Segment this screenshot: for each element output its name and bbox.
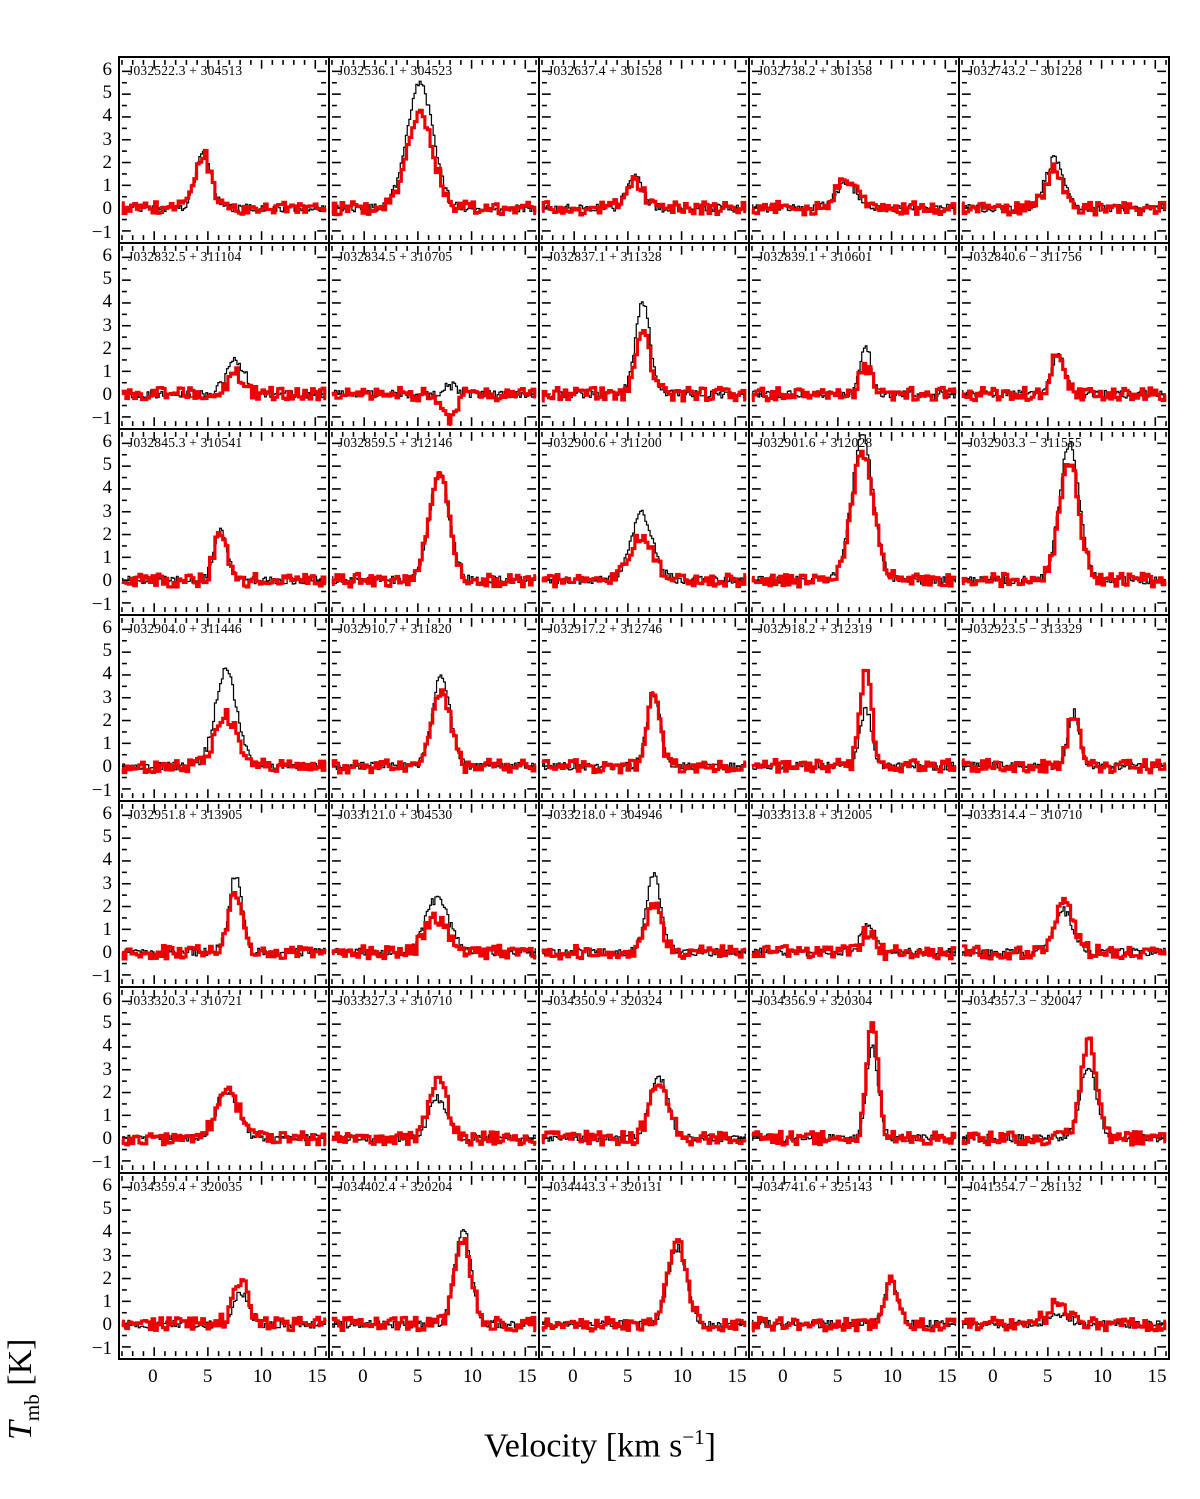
panel-title: J032923.5 − 313329 (968, 621, 1083, 636)
spectrum-panel (958, 1172, 1170, 1360)
y-tick-label: 6 (102, 616, 112, 638)
y-tick-label: 0 (102, 1314, 112, 1336)
panel-title: J033218.0 + 304946 (548, 807, 663, 822)
spectrum-panel (748, 56, 960, 244)
y-tick-label: 6 (102, 430, 112, 452)
spectrum-panel (748, 428, 960, 616)
x-tick-label: 0 (358, 1366, 368, 1387)
y-tick-labels (72, 242, 112, 430)
spectrum-panel (328, 242, 540, 430)
x-tick-label: 10 (882, 1366, 902, 1387)
spectrum-panel (328, 428, 540, 616)
x-tick-label: 5 (622, 1366, 633, 1387)
y-tick-labels (72, 1172, 112, 1360)
x-tick-label: 10 (672, 1366, 692, 1387)
panel-title: J032951.8 + 313905 (128, 807, 243, 822)
y-tick-label: −1 (91, 221, 112, 243)
panel-title: J034356.9 + 320304 (758, 993, 873, 1008)
y-tick-label: 0 (102, 570, 112, 592)
y-tick-label: −1 (91, 593, 112, 615)
y-tick-labels (72, 986, 112, 1174)
x-axis-label-text: Velocity [km s (484, 1427, 683, 1465)
spectrum-panel (118, 428, 330, 616)
y-tick-label: 1 (102, 1291, 112, 1313)
panel-title: J032834.5 + 310705 (338, 249, 453, 264)
panel-title: J034359.4 + 320035 (128, 1179, 243, 1194)
x-tick-label: 15 (727, 1366, 747, 1387)
y-tick-label: 4 (102, 1035, 112, 1057)
spectrum-panel (538, 1172, 750, 1360)
y-tick-label: 5 (102, 825, 112, 847)
x-tick-label: 10 (462, 1366, 482, 1387)
x-tick-label: 15 (517, 1366, 537, 1387)
y-tick-label: 1 (102, 361, 112, 383)
panel-title: J032900.6 + 311200 (548, 435, 662, 450)
y-tick-label: 6 (102, 802, 112, 824)
spectrum-panel (328, 56, 540, 244)
panel-title: J032837.1 + 311328 (548, 249, 662, 264)
spectrum-panel (328, 800, 540, 988)
spectrum-panel (748, 242, 960, 430)
spectrum-panel (538, 242, 750, 430)
y-tick-label: 2 (102, 1081, 112, 1103)
x-axis-label-bracket: ] (704, 1427, 716, 1465)
spectrum-panel (958, 56, 1170, 244)
panel-row (118, 800, 1168, 986)
panel-title: J033320.3 + 310721 (128, 993, 243, 1008)
x-tick-label: 0 (988, 1366, 998, 1387)
y-tick-label: −1 (91, 1151, 112, 1173)
panel-title: J032743.2 − 301228 (968, 63, 1083, 78)
spectrum-panel (958, 800, 1170, 988)
panel-title: J032536.1 + 304523 (338, 63, 453, 78)
y-tick-label: 2 (102, 895, 112, 917)
spectrum-panel (118, 986, 330, 1174)
x-tick-label: 15 (937, 1366, 957, 1387)
panel-title: J041354.7 − 281132 (968, 1179, 1082, 1194)
panel-row (118, 242, 1168, 428)
x-tick-label: 5 (1042, 1366, 1053, 1387)
y-tick-label: 5 (102, 81, 112, 103)
y-tick-label: 3 (102, 314, 112, 336)
spectrum-panel (538, 986, 750, 1174)
y-axis-label-unit: [K] (2, 1338, 39, 1395)
y-tick-label: 1 (102, 1105, 112, 1127)
panel-title: J034350.9 + 320324 (548, 993, 663, 1008)
y-tick-label: 4 (102, 1221, 112, 1243)
y-tick-label: 6 (102, 988, 112, 1010)
x-tick-labels (958, 1366, 1170, 1392)
spectrum-panel (958, 986, 1170, 1174)
x-tick-label: 15 (307, 1366, 327, 1387)
panel-title: J032910.7 + 311820 (338, 621, 452, 636)
y-tick-labels (72, 56, 112, 244)
panel-title: J032904.0 + 311446 (128, 621, 242, 636)
x-tick-label: 15 (1147, 1366, 1167, 1387)
spectrum-panel (958, 614, 1170, 802)
y-tick-label: 0 (102, 384, 112, 406)
panel-title: J034402.4 + 320204 (338, 1179, 453, 1194)
panel-row (118, 614, 1168, 800)
y-tick-label: −1 (91, 965, 112, 987)
y-tick-label: 2 (102, 523, 112, 545)
y-tick-label: 2 (102, 337, 112, 359)
y-tick-label: 5 (102, 453, 112, 475)
y-tick-label: 3 (102, 686, 112, 708)
x-tick-labels (328, 1366, 540, 1392)
x-tick-label: 5 (202, 1366, 213, 1387)
spectrum-panel (118, 56, 330, 244)
panel-row (118, 428, 1168, 614)
y-tick-label: 6 (102, 244, 112, 266)
spectrum-panel (118, 614, 330, 802)
panel-row (118, 56, 1168, 242)
x-tick-label: 0 (778, 1366, 788, 1387)
x-tick-label: 10 (1092, 1366, 1112, 1387)
panel-title: J032901.6 + 312028 (758, 435, 873, 450)
panel-title: J033314.4 − 310710 (968, 807, 1083, 822)
x-tick-label: 5 (412, 1366, 423, 1387)
y-tick-label: 5 (102, 1197, 112, 1219)
y-tick-labels (72, 800, 112, 988)
panel-title: J032840.6 − 311756 (968, 249, 1082, 264)
spectrum-panel (748, 614, 960, 802)
x-tick-labels (538, 1366, 750, 1392)
spectrum-panel (118, 800, 330, 988)
y-tick-label: 3 (102, 500, 112, 522)
panel-title: J032859.5 + 312146 (338, 435, 453, 450)
panel-title: J032522.3 + 304513 (128, 63, 243, 78)
y-tick-label: −1 (91, 407, 112, 429)
y-tick-label: 1 (102, 919, 112, 941)
y-tick-label: 4 (102, 663, 112, 685)
y-tick-label: 5 (102, 639, 112, 661)
x-tick-label: 0 (148, 1366, 158, 1387)
panel-grid (118, 56, 1168, 1358)
y-tick-label: 0 (102, 1128, 112, 1150)
spectrum-panel (118, 1172, 330, 1360)
y-tick-label: 4 (102, 477, 112, 499)
x-tick-labels (118, 1366, 330, 1392)
panel-title: J032738.2 + 301358 (758, 63, 873, 78)
y-tick-label: 1 (102, 175, 112, 197)
y-tick-label: 4 (102, 291, 112, 313)
spectrum-panel (958, 242, 1170, 430)
y-tick-label: 6 (102, 1174, 112, 1196)
x-tick-label: 10 (252, 1366, 272, 1387)
y-tick-label: −1 (91, 1337, 112, 1359)
y-tick-label: 3 (102, 872, 112, 894)
y-tick-label: 5 (102, 267, 112, 289)
panel-title: J032903.3 − 311555 (968, 435, 1082, 450)
spectrum-panel (328, 614, 540, 802)
y-tick-label: 0 (102, 756, 112, 778)
spectrum-panel (538, 800, 750, 988)
x-tick-label: 0 (568, 1366, 578, 1387)
y-axis-label-subscript: mb (19, 1394, 44, 1422)
panel-title: J033327.3 + 310710 (338, 993, 453, 1008)
y-tick-label: 6 (102, 58, 112, 80)
panel-title: J032845.3 + 310541 (128, 435, 243, 450)
panel-title: J034741.6 + 325143 (758, 1179, 873, 1194)
spectrum-panel (748, 1172, 960, 1360)
x-axis-label-exponent: −1 (682, 1425, 705, 1449)
spectrum-panel (538, 428, 750, 616)
panel-title: J033121.0 + 304530 (338, 807, 453, 822)
y-tick-label: 5 (102, 1011, 112, 1033)
spectrum-panel (328, 1172, 540, 1360)
y-tick-label: 0 (102, 942, 112, 964)
y-tick-label: 2 (102, 151, 112, 173)
panel-title: J032917.2 + 312746 (548, 621, 663, 636)
x-axis-label (0, 1425, 1200, 1465)
x-tick-labels (748, 1366, 960, 1392)
panel-title: J033313.8 + 312005 (758, 807, 873, 822)
spectrum-panel (748, 800, 960, 988)
panel-title: J032637.4 + 301528 (548, 63, 663, 78)
spectrum-panel (958, 428, 1170, 616)
panel-title: J034443.3 + 320131 (548, 1179, 663, 1194)
y-tick-label: 2 (102, 709, 112, 731)
y-tick-label: −1 (91, 779, 112, 801)
panel-title: J032832.5 + 311104 (128, 249, 242, 264)
y-tick-label: 3 (102, 1244, 112, 1266)
spectrum-panel (328, 986, 540, 1174)
panel-title: J032918.2 + 312319 (758, 621, 873, 636)
y-tick-labels (72, 614, 112, 802)
y-tick-label: 2 (102, 1267, 112, 1289)
panel-title: J032839.1 + 310601 (758, 249, 873, 264)
y-tick-label: 0 (102, 198, 112, 220)
spectrum-panel (748, 986, 960, 1174)
y-tick-label: 4 (102, 105, 112, 127)
y-tick-label: 1 (102, 547, 112, 569)
spectrum-panel (538, 614, 750, 802)
panel-row (118, 1172, 1168, 1358)
panel-title: J034357.3 − 320047 (968, 993, 1083, 1008)
spectrum-panel (118, 242, 330, 430)
x-tick-label: 5 (832, 1366, 843, 1387)
panel-row (118, 986, 1168, 1172)
y-tick-labels (72, 428, 112, 616)
y-tick-label: 4 (102, 849, 112, 871)
spectrum-panel (538, 56, 750, 244)
y-axis-label-symbol: T (2, 1421, 39, 1440)
y-tick-label: 1 (102, 733, 112, 755)
y-tick-label: 3 (102, 128, 112, 150)
y-tick-label: 3 (102, 1058, 112, 1080)
